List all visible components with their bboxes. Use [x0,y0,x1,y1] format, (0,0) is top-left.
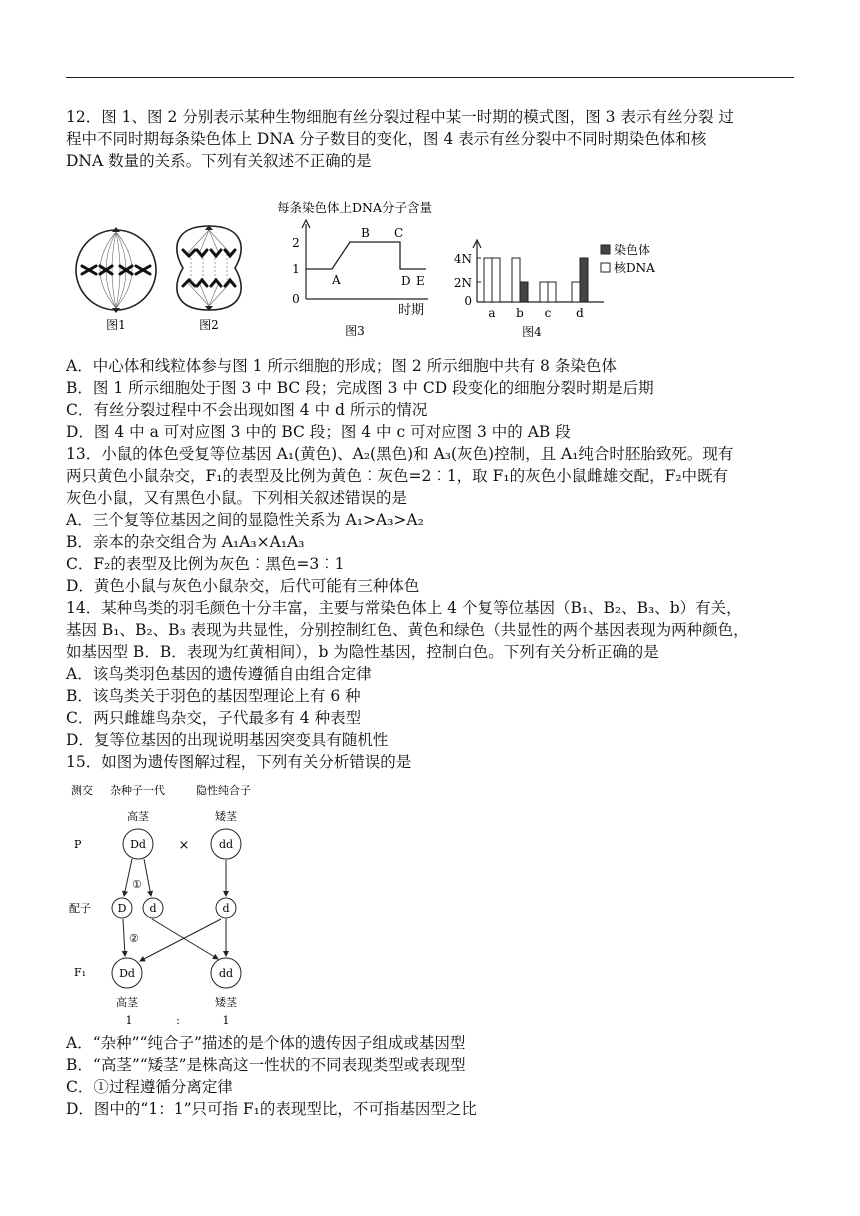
gamete-label: d [222,902,230,915]
fig4-category: d [576,306,584,320]
q13-line: 两只黄色小鼠杂交，F₁的表型及比例为黄色︰灰色=2︰1，取 F₁的灰色小鼠雌雄交配，F₂中既有 [66,467,729,485]
q15-line: 15．如图为遗传图解过程，下列有关分析错误的是 [66,753,412,771]
q12-option-b: B．图 1 所示细胞处于图 3 中 BC 段；完成图 3 中 CD 段变化的细胞分裂时期是后期 [66,379,654,397]
q12-option-c: C．有丝分裂过程中不会出现如图 4 中 d 所示的情况 [66,401,428,419]
fig4-bar-chart [448,236,668,342]
fig3-tick: 0 [292,292,300,306]
fig4-category: a [488,306,496,320]
fig4-bar-c-dna [548,282,556,302]
fig3-point-label: C [394,226,404,240]
step-1-label: ① [132,878,142,891]
fig3-xlabel: 时期 [398,303,425,318]
q15-option-a: A．“杂种”“纯合子”描述的是个体的遗传因子组成或基因型 [66,1034,466,1052]
fig3-tick: 2 [292,236,300,250]
fig4-category: c [544,306,552,320]
q13-line: 灰色小鼠，又有黑色小鼠。下列相关叙述错误的是 [66,489,408,507]
q14-option-b: B．该鸟类关于羽色的基因型理论上有 6 种 [66,687,361,705]
fig3-point-label: B [361,226,370,240]
fig4-legend-swatch-dna [601,263,610,272]
q14-line: 如基因型 B．B．表现为红黄相间），b 为隐性基因，控制白色。下列有关分析正确的是 [66,643,659,661]
q15-options [66,1032,796,1120]
recessive-label: 隐性纯合子 [196,784,251,797]
fig3-ylabel: 每条染色体上DNA分子含量 [277,200,432,215]
fig4-bar-c-chromosome [540,282,548,302]
cross-label: 测交 [71,784,93,797]
fig3-point-label: E [416,274,425,288]
offspring-tall-label: 高茎 [116,996,138,1009]
fig4-tick: 0 [464,294,472,308]
offspring2-genotype: dd [218,967,234,980]
q12-line: 12．图 1、图 2 分别表示某种生物细胞有丝分裂过程中某一时期的模式图，图 3 表示有丝分裂 过 [66,108,734,126]
fig4-legend-dna: 核DNA [614,261,655,275]
fig2-caption: 图2 [199,318,219,332]
q13-option-c: C．F₂的表型及比例为灰色︰黑色=3︰1 [66,555,345,573]
parent1-genotype: Dd [130,838,146,851]
fig4-bar-d-chromosome [580,258,588,302]
cross-symbol: × [178,838,190,853]
q14-line: 14．某种鸟类的羽毛颜色十分丰富，主要与常染色体上 4 个复等位基因（B₁、B₂、B₃、b）有关， [66,599,742,617]
q13-line: 13．小鼠的体色受复等位基因 A₁(黄色)、A₂(黑色)和 A₃(灰色)控制，且 A₁纯合时胚胎致死。现有 [66,445,734,463]
q14-option-a: A．该鸟类羽色基因的遗传遵循自由组合定律 [66,665,372,683]
parent2-genotype: dd [218,838,234,851]
gamete-label: D [117,902,127,915]
q12-stem [66,106,796,172]
q15-option-c: C．①过程遵循分离定律 [66,1078,233,1096]
parent-tall-label: 高茎 [127,810,149,823]
fig4-bar-a-chromosome [484,258,492,302]
q15-option-b: B．“高茎”“矮茎”是株高这一性状的不同表现类型或表现型 [66,1056,466,1074]
q15-testcross-diagram [66,780,276,1030]
fig4-caption: 图4 [522,325,542,339]
q13-option-a: A．三个复等位基因之间的显隐性关系为 A₁>A₃>A₂ [66,511,424,529]
q13-option-b: B．亲本的杂交组合为 A₁A₃×A₁A₃ [66,533,305,551]
q15-stem [66,751,796,773]
fig3-caption: 图3 [345,324,365,338]
row-label-gamete: 配子 [69,902,91,915]
q13-option-d: D．黄色小鼠与灰色小鼠杂交，后代可能有三种体色 [66,577,420,595]
fig3-point-label: A [332,273,341,287]
hybrid-label: 杂种子一代 [110,784,165,797]
q15-option-d: D．图中的“1：1”只可指 F₁的表现型比，不可指基因型之比 [66,1100,477,1118]
q12-option-a: A．中心体和线粒体参与图 1 所示细胞的形成；图 2 所示细胞中共有 8 条染色体 [66,357,617,375]
ratio-colon: : [176,1014,180,1027]
fig4-bar-b-chromosome [520,282,528,302]
q14 [66,597,796,751]
fig4-bar-d-dna [572,282,580,302]
fig4-legend-swatch-chromosome [601,245,610,254]
parent-dwarf-label: 矮茎 [215,810,237,823]
q14-line: 基因 B₁、B₂、B₃ 表现为共显性，分别控制红色、黄色和绿色（共显性的两个基因表现为两种颜色， [66,621,749,639]
offspring1-genotype: Dd [119,967,135,980]
q14-option-d: D．复等位基因的出现说明基因突变具有随机性 [66,731,389,749]
fig2-anaphase-cell [165,222,253,334]
fig3-point-label: D [401,274,411,288]
q12-line: 程中不同时期每条染色体上 DNA 分子数目的变化，图 4 表示有丝分裂中不同时期染色体和核 [66,130,707,148]
offspring-dwarf-label: 矮茎 [215,996,237,1009]
fig1-caption: 图1 [106,318,126,332]
q12-line: DNA 数量的关系。下列有关叙述不正确的是 [66,152,372,170]
fig4-bar-b-dna [512,258,520,302]
header-rule [66,77,794,78]
fig4-legend-chromosome: 染色体 [614,243,651,257]
q14-option-c: C．两只雌雄鸟杂交，子代最多有 4 种表型 [66,709,362,727]
gamete-label: d [149,902,157,915]
row-label-p: P [74,838,82,851]
step-2-label: ② [129,932,139,945]
fig4-category: b [516,306,524,320]
q12-options [66,355,796,443]
fig3-tick: 1 [292,262,300,276]
ratio-right: 1 [222,1014,230,1027]
row-label-f1: F₁ [74,966,87,979]
fig4-tick: 4N [453,252,472,266]
ratio-left: 1 [125,1014,133,1027]
fig1-metaphase-cell [70,222,162,334]
q13 [66,443,796,597]
fig4-bar-a-dna [492,258,500,302]
fig3-dna-curve [270,196,460,338]
fig4-tick: 2N [453,276,472,290]
q12-option-d: D．图 4 中 a 可对应图 3 中的 BC 段；图 4 中 c 可对应图 3 中的 AB 段 [66,423,571,441]
